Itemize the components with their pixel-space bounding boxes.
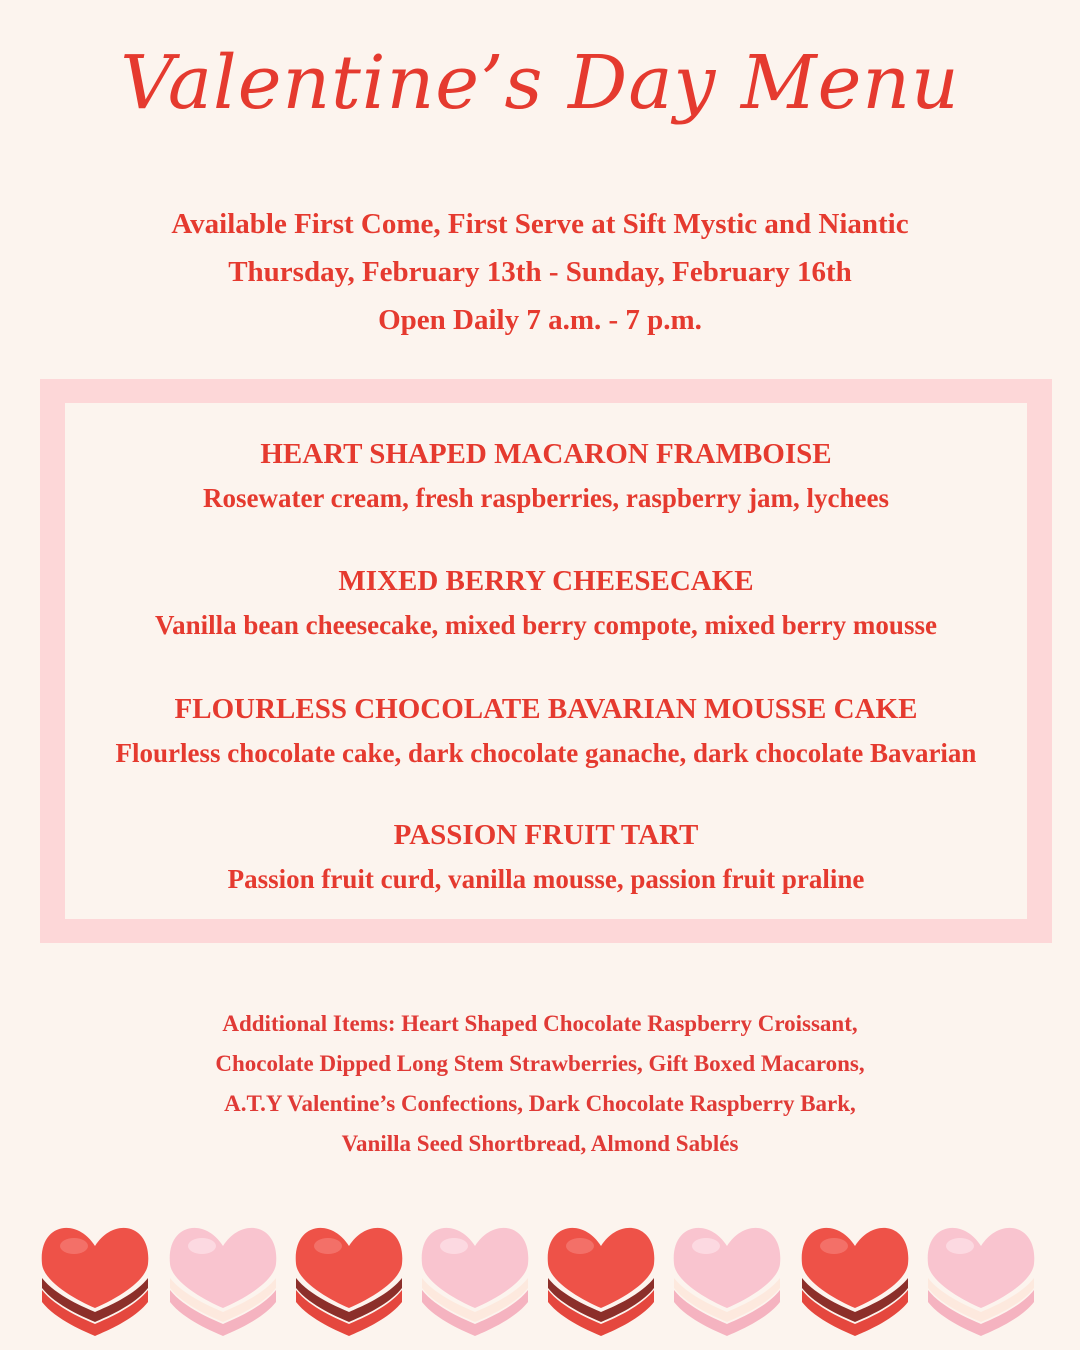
menu-item-name: PASSION FRUIT TART bbox=[393, 819, 699, 851]
menu-item-name: HEART SHAPED MACARON FRAMBOISE bbox=[260, 438, 832, 470]
menu-item-cheesecake bbox=[65, 559, 1027, 647]
availability-line: Available First Come, First Serve at Sift Mystic and Niantic bbox=[171, 208, 909, 240]
menu-item-description: Vanilla bean cheesecake, mixed berry compote, mixed berry mousse bbox=[155, 610, 937, 640]
hours-line: Open Daily 7 a.m. - 7 p.m. bbox=[378, 304, 702, 336]
additional-line: A.T.Y Valentine’s Confections, Dark Chocolate Raspberry Bark, bbox=[224, 1091, 856, 1116]
menu-item-tart bbox=[65, 813, 1027, 901]
red-heart-macaron-icon bbox=[290, 1216, 408, 1336]
menu-item-name: FLOURLESS CHOCOLATE BAVARIAN MOUSSE CAKE bbox=[174, 693, 918, 725]
pink-heart-macaron-icon bbox=[668, 1216, 786, 1336]
red-heart-macaron-icon bbox=[36, 1216, 154, 1336]
additional-line: Chocolate Dipped Long Stem Strawberries, Gift Boxed Macarons, bbox=[215, 1051, 865, 1076]
menu-item-description: Flourless chocolate cake, dark chocolate ganache, dark chocolate Bavarian bbox=[115, 738, 977, 768]
pink-heart-macaron-icon bbox=[416, 1216, 534, 1336]
menu-item-name: MIXED BERRY CHEESECAKE bbox=[338, 565, 754, 597]
menu-frame bbox=[40, 379, 1052, 943]
menu-item-description: Passion fruit curd, vanilla mousse, passion fruit praline bbox=[227, 864, 865, 894]
availability-info bbox=[0, 200, 1080, 344]
menu-item-description: Rosewater cream, fresh raspberries, raspberry jam, lychees bbox=[202, 483, 890, 513]
red-heart-macaron-icon bbox=[542, 1216, 660, 1336]
pink-heart-macaron-icon bbox=[164, 1216, 282, 1336]
macaron-border bbox=[36, 1216, 1046, 1336]
dates-line: Thursday, February 13th - Sunday, February 16th bbox=[228, 256, 852, 288]
menu-panel bbox=[65, 403, 1027, 919]
menu-item-mousse-cake bbox=[65, 687, 1027, 775]
red-heart-macaron-icon bbox=[796, 1216, 914, 1336]
page-title: Valentine’s Day Menu bbox=[120, 40, 960, 126]
pink-heart-macaron-icon bbox=[922, 1216, 1040, 1336]
additional-line: Additional Items: Heart Shaped Chocolate Raspberry Croissant, bbox=[222, 1011, 858, 1036]
menu-item-macaron bbox=[65, 432, 1027, 520]
additional-items bbox=[0, 1004, 1080, 1164]
additional-line: Vanilla Seed Shortbread, Almond Sablés bbox=[341, 1131, 739, 1156]
